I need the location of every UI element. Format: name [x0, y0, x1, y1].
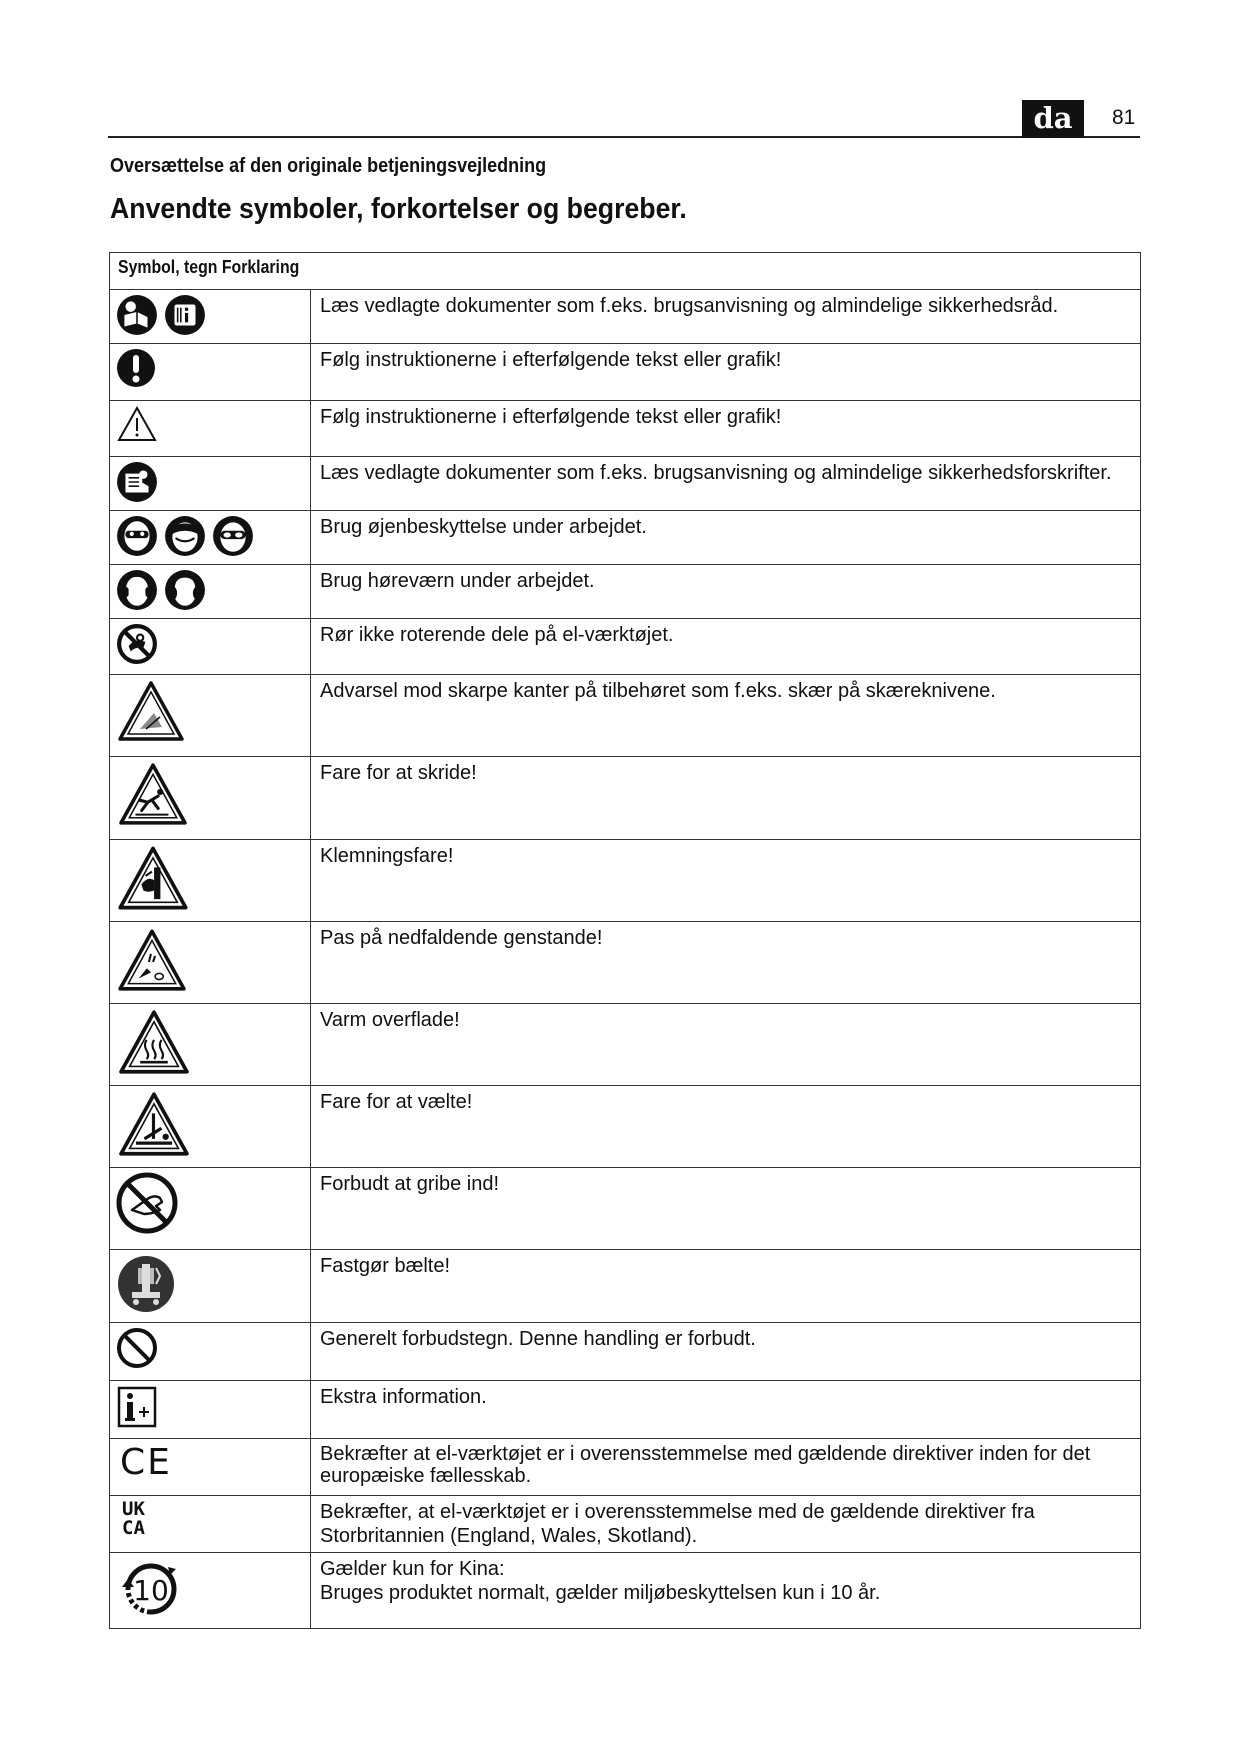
no-touch-rotating-icon	[116, 623, 158, 665]
read-documents-icon	[116, 461, 158, 503]
tipping-hazard-icon	[116, 1090, 192, 1158]
warning-triangle-icon	[116, 405, 158, 443]
description-cell: Fare for at vælte!	[311, 1086, 1141, 1168]
description-cell: Fastgør bælte!	[311, 1250, 1141, 1323]
table-row	[110, 922, 1141, 1004]
table-row	[110, 565, 1141, 619]
description-cell: Læs vedlagte dokumenter som f.eks. brugsanvisning og almindelige sikkerhedsforskrifter.	[311, 457, 1141, 511]
falling-objects-icon	[116, 926, 188, 994]
ukca-bottom-label: CA	[122, 1517, 145, 1539]
symbol-cell	[110, 1168, 311, 1250]
table-row	[110, 1086, 1141, 1168]
table-row	[110, 757, 1141, 840]
manual-book-icon	[164, 294, 206, 336]
description-cell: Forbudt at gribe ind!	[311, 1168, 1141, 1250]
table-header-row	[110, 253, 1141, 290]
ce-mark-icon: CE	[120, 1442, 172, 1483]
description-cell: Advarsel mod skarpe kanter på tilbehøret som f.eks. skær på skæreknivene.	[311, 675, 1141, 757]
description-cell: Pas på nedfaldende genstande!	[311, 922, 1141, 1004]
prohibition-icon	[116, 1327, 158, 1369]
symbol-cell	[110, 619, 311, 675]
table-row	[110, 1381, 1141, 1439]
description-cell: Fare for at skride!	[311, 757, 1141, 840]
read-manual-icon	[116, 294, 158, 336]
symbol-cell	[110, 757, 311, 840]
symbol-cell	[110, 840, 311, 922]
document-subtitle: Oversættelse af den originale betjeningsvejledning	[110, 155, 547, 177]
table-row	[110, 1553, 1141, 1629]
table-row	[110, 619, 1141, 675]
language-badge: da	[1022, 100, 1084, 138]
table-row	[110, 401, 1141, 457]
description-cell: Varm overflade!	[311, 1004, 1141, 1086]
header-rule	[108, 136, 1140, 138]
crush-hazard-icon	[116, 844, 190, 912]
description-cell: Bekræfter at el-værktøjet er i overensstemmelse med gældende direktiver inden for det europæiske fællesskab.	[311, 1439, 1141, 1496]
description-cell: Klemningsfare!	[311, 840, 1141, 922]
description-cell: Rør ikke roterende dele på el-værktøjet.	[311, 619, 1141, 675]
symbol-cell	[110, 922, 311, 1004]
description-cell: Følg instruktionerne i efterfølgende tekst eller grafik!	[311, 401, 1141, 457]
column-header: Symbol, tegn Forklaring	[110, 253, 1141, 290]
table-row	[110, 1250, 1141, 1323]
symbol-cell	[110, 1086, 311, 1168]
table-row	[110, 457, 1141, 511]
symbols-table	[109, 252, 1141, 1629]
symbol-cell	[110, 401, 311, 457]
symbol-cell	[110, 290, 311, 344]
symbol-cell	[110, 1004, 311, 1086]
symbol-cell	[110, 565, 311, 619]
table-row	[110, 511, 1141, 565]
table-row	[110, 344, 1141, 401]
table-row	[110, 1323, 1141, 1381]
page-number: 81	[1112, 106, 1136, 129]
china-10-year-icon	[116, 1557, 186, 1621]
table-row	[110, 290, 1141, 344]
exclamation-icon	[116, 348, 156, 388]
symbol-cell	[110, 1439, 311, 1496]
symbol-cell	[110, 457, 311, 511]
table-row	[110, 1004, 1141, 1086]
table-row	[110, 1439, 1141, 1496]
table-row	[110, 675, 1141, 757]
goggles-icon	[212, 515, 254, 557]
description-cell: Læs vedlagte dokumenter som f.eks. brugsanvisning og almindelige sikkerhedsråd.	[311, 290, 1141, 344]
symbol-cell	[110, 675, 311, 757]
face-shield-icon	[164, 515, 206, 557]
page-title: Anvendte symboler, forkortelser og begreber.	[110, 193, 687, 225]
symbol-cell	[110, 1323, 311, 1381]
symbol-cell	[110, 1496, 311, 1553]
fasten-belt-icon	[116, 1254, 176, 1314]
symbol-cell	[110, 1553, 311, 1629]
hot-surface-icon	[116, 1008, 192, 1076]
description-cell: Brug høreværn under arbejdet.	[311, 565, 1141, 619]
china-years-label: 10	[133, 1574, 169, 1607]
table-row	[110, 1496, 1141, 1553]
symbol-cell	[110, 1381, 311, 1439]
symbol-cell	[110, 1250, 311, 1323]
description-cell: Generelt forbudstegn. Denne handling er forbudt.	[311, 1323, 1141, 1381]
description-cell: Følg instruktionerne i efterfølgende tekst eller grafik!	[311, 344, 1141, 401]
extra-info-icon	[116, 1385, 158, 1429]
symbol-cell	[110, 511, 311, 565]
description-cell: Ekstra information.	[311, 1381, 1141, 1439]
description-cell: Bekræfter, at el-værktøjet er i overensstemmelse med de gældende direktiver fra Storbritannien (England, Wales, Skotland).	[311, 1496, 1141, 1553]
table-row	[110, 840, 1141, 922]
table-row	[110, 1168, 1141, 1250]
description-cell: Gælder kun for Kina: Bruges produktet normalt, gælder miljøbeskyttelsen kun i 10 år.	[311, 1553, 1141, 1629]
ear-protection-icon	[116, 569, 158, 611]
eye-protection-icon	[116, 515, 158, 557]
slip-hazard-icon	[116, 761, 190, 827]
ear-muffs-icon	[164, 569, 206, 611]
ukca-top-label: UK	[122, 1498, 145, 1520]
ukca-mark-icon	[116, 1500, 145, 1538]
sharp-edges-warning-icon	[116, 679, 186, 743]
description-cell: Brug øjenbeskyttelse under arbejdet.	[311, 511, 1141, 565]
no-reaching-in-icon	[116, 1172, 178, 1234]
symbol-cell	[110, 344, 311, 401]
